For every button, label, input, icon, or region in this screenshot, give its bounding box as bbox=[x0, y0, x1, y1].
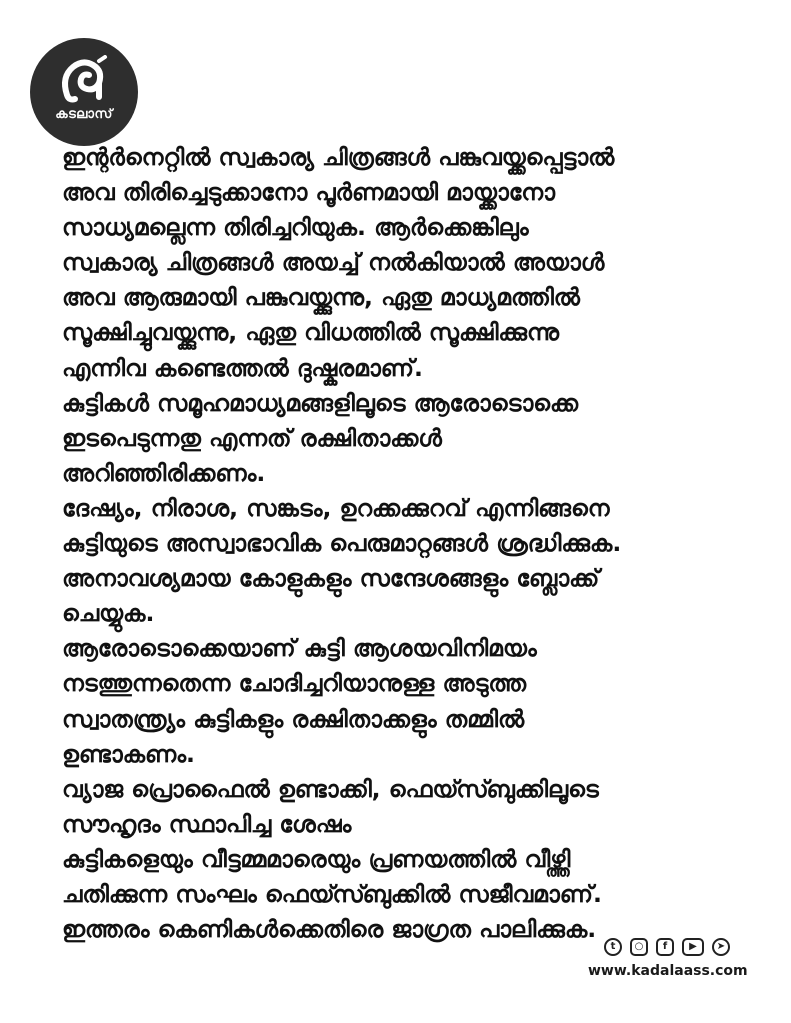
text-line: കുട്ടികൾ സമൂഹമാധ്യമങ്ങളിലൂടെ ആരോടൊക്കെ bbox=[62, 388, 579, 417]
website-link[interactable]: www.kadalaass.com bbox=[588, 963, 748, 979]
social-links bbox=[604, 938, 730, 956]
text-line: അറിഞ്ഞിരിക്കണം. bbox=[62, 458, 266, 487]
text-line: അവ തിരിച്ചെടുക്കാനോ പൂർണമായി മായ്ക്കാനോ bbox=[62, 178, 555, 207]
text-line: സൂക്ഷിച്ചുവയ്ക്കുന്നു, ഏതു വിധത്തിൽ സൂക്ഷിക്കുന്നു bbox=[62, 318, 560, 347]
instagram-icon[interactable]: ○ bbox=[630, 938, 648, 956]
text-line: ആരോടൊക്കെയാണ് കുട്ടി ആശയവിനിമയം bbox=[62, 634, 537, 663]
text-line: സാധ്യമല്ലെന്ന തിരിച്ചറിയുക. ആർക്കെങ്കിലും bbox=[62, 213, 529, 242]
text-line: കുട്ടിയുടെ അസ്വാഭാവിക പെരുമാറ്റങ്ങൾ ശ്രദ്ധിക്കുക. bbox=[62, 529, 622, 558]
twitter-icon[interactable]: t bbox=[604, 938, 622, 956]
text-line: സ്വകാര്യ ചിത്രങ്ങൾ അയച്ച് നൽകിയാൽ അയാൾ bbox=[62, 248, 605, 277]
text-line: സൗഹൃദം സ്ഥാപിച്ച ശേഷം bbox=[62, 809, 352, 838]
text-line: എന്നിവ കണ്ടെത്തൽ ദുഷ്കരമാണ്. bbox=[62, 353, 423, 382]
facebook-icon[interactable]: f bbox=[656, 938, 674, 956]
text-line: ചതിക്കുന്ന സംഘം ഫെയ്സ്ബുക്കിൽ സജീവമാണ്. bbox=[62, 879, 602, 908]
brand-logo bbox=[30, 38, 138, 146]
text-line: ദേഷ്യം, നിരാശ, സങ്കടം, ഉറക്കക്കുറവ് എന്നിങ്ങനെ bbox=[62, 493, 610, 522]
text-line: സ്വാതന്ത്ര്യം കുട്ടികളും രക്ഷിതാക്കളും തമ്മിൽ bbox=[62, 704, 525, 733]
text-line: ചെയ്യുക. bbox=[62, 599, 155, 628]
logo-text: കടലാസ് bbox=[55, 107, 113, 122]
text-line: ഇടപെടുന്നതു എന്നത് രക്ഷിതാക്കൾ bbox=[62, 423, 442, 452]
text-line: കുട്ടികളെയും വീട്ടമ്മമാരെയും പ്രണയത്തിൽ വീഴ്ത്തി bbox=[62, 844, 571, 873]
text-line: വ്യാജ പ്രൊഫൈൽ ഉണ്ടാക്കി, ഫെയ്സ്ബുക്കിലൂടെ bbox=[62, 774, 599, 803]
text-line: അവ ആരുമായി പങ്കുവയ്ക്കുന്നു, ഏതു മാധ്യമത്തിൽ bbox=[62, 283, 580, 312]
text-line: ഉണ്ടാകണം. bbox=[62, 739, 195, 768]
telegram-icon[interactable]: ➤ bbox=[712, 938, 730, 956]
text-line: ഇന്റർനെറ്റിൽ സ്വകാര്യ ചിത്രങ്ങൾ പങ്കുവയ്ക്കപ്പെട്ടാൽ bbox=[62, 143, 615, 171]
text-line: അനാവശ്യമായ കോളുകളും സന്ദേശങ്ങളും ബ്ലോക്ക് bbox=[62, 564, 600, 593]
text-line: നടത്തുന്നതെന്ന ചോദിച്ചറിയാനുള്ള അടുത്ത bbox=[62, 669, 527, 698]
logo-glyph-icon bbox=[55, 55, 113, 105]
youtube-icon[interactable]: ▶ bbox=[682, 938, 704, 956]
text-line: ഇത്തരം കെണികൾക്കെതിരെ ജാഗ്രത പാലിക്കുക. bbox=[62, 915, 597, 944]
article-body bbox=[62, 140, 762, 947]
footer bbox=[560, 938, 770, 998]
